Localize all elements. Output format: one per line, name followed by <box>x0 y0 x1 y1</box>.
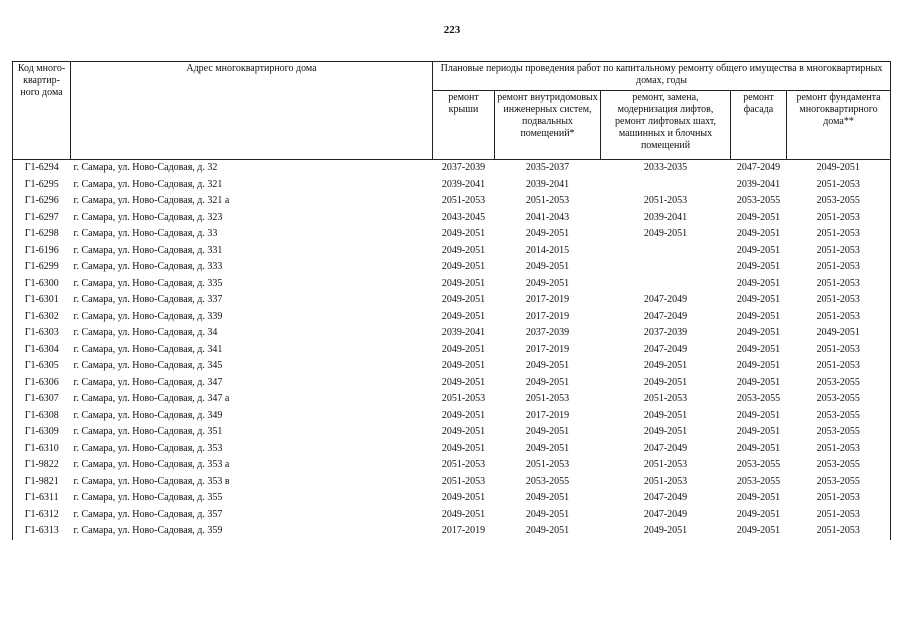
cell-facade: 2053-2055 <box>736 393 781 405</box>
table-header <box>13 62 891 160</box>
table-row <box>13 210 891 227</box>
cell-elevators: 2051-2053 <box>643 475 688 487</box>
header-roof: ремонт крыши <box>433 91 495 160</box>
table-row <box>13 457 891 474</box>
cell-elevators: 2049-2051 <box>643 525 688 537</box>
table-row <box>13 391 891 408</box>
cell-code: Г1-6299 <box>13 259 71 276</box>
cell-foundation: 2051-2053 <box>787 243 891 260</box>
cell-engineering: 2017-2019 <box>525 343 570 355</box>
cell-code: Г1-6301 <box>13 292 71 309</box>
cell-elevators <box>601 243 731 260</box>
cell-code: Г1-6300 <box>13 276 71 293</box>
cell-elevators <box>601 177 731 194</box>
table-row <box>13 375 891 392</box>
cell-roof: 2049-2051 <box>441 360 486 372</box>
cell-facade: 2039-2041 <box>736 178 781 190</box>
cell-address: г. Самара, ул. Ново-Садовая, д. 357 <box>73 508 223 520</box>
cell-code: Г1-6308 <box>13 408 71 425</box>
cell-code: Г1-9822 <box>13 457 71 474</box>
header-planned-periods: Плановые периоды проведения работ по капитальному ремонту общего имущества в многоквартирных домах, годы <box>433 62 891 91</box>
cell-facade: 2053-2055 <box>736 195 781 207</box>
cell-address: г. Самара, ул. Ново-Садовая, д. 323 <box>73 211 223 223</box>
cell-code: Г1-6302 <box>13 309 71 326</box>
header-address: Адрес многоквартирного дома <box>71 62 433 160</box>
cell-roof: 2051-2053 <box>441 459 486 471</box>
cell-roof: 2049-2051 <box>441 244 486 256</box>
cell-engineering: 2049-2051 <box>525 376 570 388</box>
cell-address: г. Самара, ул. Ново-Садовая, д. 347 <box>73 376 223 388</box>
cell-foundation: 2053-2055 <box>787 375 891 392</box>
cell-code: Г1-6307 <box>13 391 71 408</box>
cell-code: Г1-9821 <box>13 474 71 491</box>
cell-facade: 2049-2051 <box>736 376 781 388</box>
cell-address: г. Самара, ул. Ново-Садовая, д. 347 а <box>73 393 230 405</box>
cell-engineering: 2049-2051 <box>525 261 570 273</box>
cell-address: г. Самара, ул. Ново-Садовая, д. 345 <box>73 360 223 372</box>
cell-roof: 2049-2051 <box>441 376 486 388</box>
cell-elevators: 2049-2051 <box>643 426 688 438</box>
cell-foundation: 2051-2053 <box>787 276 891 293</box>
cell-engineering: 2039-2041 <box>525 178 570 190</box>
cell-address: г. Самара, ул. Ново-Садовая, д. 32 <box>73 162 218 174</box>
cell-code: Г1-6294 <box>13 160 71 177</box>
cell-facade: 2049-2051 <box>736 310 781 322</box>
cell-elevators: 2051-2053 <box>643 195 688 207</box>
cell-code: Г1-6305 <box>13 358 71 375</box>
cell-elevators: 2049-2051 <box>643 376 688 388</box>
cell-code: Г1-6298 <box>13 226 71 243</box>
cell-code: Г1-6196 <box>13 243 71 260</box>
cell-code: Г1-6311 <box>13 490 71 507</box>
cell-facade: 2049-2051 <box>736 327 781 339</box>
cell-engineering: 2049-2051 <box>525 277 570 289</box>
cell-code: Г1-6313 <box>13 523 71 540</box>
cell-engineering: 2049-2051 <box>525 228 570 240</box>
cell-roof: 2049-2051 <box>441 508 486 520</box>
cell-address: г. Самара, ул. Ново-Садовая, д. 349 <box>73 409 223 421</box>
header-code: Код много-квартир-ного дома <box>13 62 71 160</box>
table-row <box>13 193 891 210</box>
cell-engineering: 2037-2039 <box>525 327 570 339</box>
cell-foundation: 2051-2053 <box>787 523 891 540</box>
cell-address: г. Самара, ул. Ново-Садовая, д. 321 а <box>73 195 230 207</box>
cell-address: г. Самара, ул. Ново-Садовая, д. 359 <box>73 525 223 537</box>
table-row <box>13 292 891 309</box>
cell-address: г. Самара, ул. Ново-Садовая, д. 331 <box>73 244 223 256</box>
cell-foundation: 2051-2053 <box>787 259 891 276</box>
cell-roof: 2049-2051 <box>441 261 486 273</box>
cell-elevators: 2047-2049 <box>643 294 688 306</box>
cell-foundation: 2053-2055 <box>787 457 891 474</box>
cell-elevators: 2047-2049 <box>643 343 688 355</box>
cell-elevators: 2049-2051 <box>643 228 688 240</box>
cell-engineering: 2017-2019 <box>525 310 570 322</box>
table-row <box>13 243 891 260</box>
cell-roof: 2051-2053 <box>441 393 486 405</box>
cell-foundation: 2051-2053 <box>787 490 891 507</box>
header-facade: ремонт фасада <box>731 91 787 160</box>
cell-foundation: 2053-2055 <box>787 391 891 408</box>
cell-roof: 2039-2041 <box>441 178 486 190</box>
cell-foundation: 2053-2055 <box>787 193 891 210</box>
table-row <box>13 342 891 359</box>
cell-facade: 2049-2051 <box>736 244 781 256</box>
cell-elevators: 2047-2049 <box>643 508 688 520</box>
cell-facade: 2049-2051 <box>736 261 781 273</box>
cell-elevators: 2051-2053 <box>643 459 688 471</box>
page-number: 223 <box>443 24 461 36</box>
cell-facade: 2049-2051 <box>736 277 781 289</box>
cell-code: Г1-6306 <box>13 375 71 392</box>
cell-foundation: 2049-2051 <box>787 160 891 177</box>
cell-foundation: 2049-2051 <box>787 325 891 342</box>
capital-repair-table <box>12 61 891 540</box>
cell-address: г. Самара, ул. Ново-Садовая, д. 351 <box>73 426 223 438</box>
table-row <box>13 358 891 375</box>
cell-foundation: 2051-2053 <box>787 358 891 375</box>
cell-address: г. Самара, ул. Ново-Садовая, д. 353 а <box>73 459 230 471</box>
cell-foundation: 2051-2053 <box>787 226 891 243</box>
cell-code: Г1-6309 <box>13 424 71 441</box>
cell-elevators: 2037-2039 <box>643 327 688 339</box>
cell-foundation: 2053-2055 <box>787 424 891 441</box>
cell-engineering: 2017-2019 <box>525 294 570 306</box>
table-row <box>13 441 891 458</box>
cell-elevators: 2049-2051 <box>643 409 688 421</box>
header-elevators: ремонт, замена, модернизация лифтов, ремонт лифтовых шахт, машинных и блочных помещений <box>601 91 731 160</box>
cell-facade: 2049-2051 <box>736 360 781 372</box>
cell-engineering: 2051-2053 <box>525 459 570 471</box>
cell-facade: 2049-2051 <box>736 442 781 454</box>
cell-foundation: 2051-2053 <box>787 177 891 194</box>
cell-facade: 2053-2055 <box>736 459 781 471</box>
cell-address: г. Самара, ул. Ново-Садовая, д. 353 <box>73 442 223 454</box>
table-row <box>13 523 891 540</box>
cell-engineering: 2049-2051 <box>525 426 570 438</box>
cell-roof: 2049-2051 <box>441 442 486 454</box>
cell-roof: 2049-2051 <box>441 310 486 322</box>
cell-roof: 2039-2041 <box>441 327 486 339</box>
table-row <box>13 507 891 524</box>
cell-elevators <box>601 276 731 293</box>
cell-elevators: 2051-2053 <box>643 393 688 405</box>
cell-foundation: 2051-2053 <box>787 210 891 227</box>
table-row <box>13 177 891 194</box>
cell-facade: 2049-2051 <box>736 426 781 438</box>
table-row <box>13 276 891 293</box>
cell-engineering: 2049-2051 <box>525 492 570 504</box>
cell-foundation: 2053-2055 <box>787 408 891 425</box>
cell-foundation: 2051-2053 <box>787 507 891 524</box>
table-row <box>13 259 891 276</box>
cell-address: г. Самара, ул. Ново-Садовая, д. 33 <box>73 228 218 240</box>
cell-foundation: 2051-2053 <box>787 441 891 458</box>
cell-roof: 2049-2051 <box>441 492 486 504</box>
cell-address: г. Самара, ул. Ново-Садовая, д. 321 <box>73 178 223 190</box>
cell-elevators: 2047-2049 <box>643 310 688 322</box>
cell-roof: 2017-2019 <box>441 525 486 537</box>
cell-facade: 2049-2051 <box>736 525 781 537</box>
cell-facade: 2049-2051 <box>736 228 781 240</box>
cell-engineering: 2035-2037 <box>525 162 570 174</box>
cell-roof: 2049-2051 <box>441 426 486 438</box>
cell-address: г. Самара, ул. Ново-Садовая, д. 34 <box>73 327 218 339</box>
header-row-top <box>13 62 891 91</box>
cell-elevators <box>601 259 731 276</box>
cell-elevators: 2047-2049 <box>643 492 688 504</box>
cell-foundation: 2051-2053 <box>787 309 891 326</box>
cell-elevators: 2049-2051 <box>643 360 688 372</box>
table-body <box>13 160 891 540</box>
cell-facade: 2047-2049 <box>736 162 781 174</box>
cell-facade: 2053-2055 <box>736 475 781 487</box>
table-row <box>13 424 891 441</box>
table-row <box>13 474 891 491</box>
cell-address: г. Самара, ул. Ново-Садовая, д. 355 <box>73 492 223 504</box>
cell-code: Г1-6312 <box>13 507 71 524</box>
cell-foundation: 2051-2053 <box>787 342 891 359</box>
cell-address: г. Самара, ул. Ново-Садовая, д. 337 <box>73 294 223 306</box>
cell-address: г. Самара, ул. Ново-Садовая, д. 341 <box>73 343 223 355</box>
table-row <box>13 325 891 342</box>
table-row <box>13 408 891 425</box>
cell-facade: 2049-2051 <box>736 409 781 421</box>
cell-roof: 2043-2045 <box>441 211 486 223</box>
cell-code: Г1-6310 <box>13 441 71 458</box>
cell-foundation: 2053-2055 <box>787 474 891 491</box>
cell-engineering: 2053-2055 <box>525 475 570 487</box>
cell-engineering: 2017-2019 <box>525 409 570 421</box>
cell-foundation: 2051-2053 <box>787 292 891 309</box>
cell-roof: 2049-2051 <box>441 294 486 306</box>
cell-facade: 2049-2051 <box>736 343 781 355</box>
table-row <box>13 490 891 507</box>
cell-address: г. Самара, ул. Ново-Садовая, д. 335 <box>73 277 223 289</box>
cell-address: г. Самара, ул. Ново-Садовая, д. 333 <box>73 261 223 273</box>
cell-facade: 2049-2051 <box>736 211 781 223</box>
cell-roof: 2049-2051 <box>441 343 486 355</box>
cell-engineering: 2049-2051 <box>525 508 570 520</box>
cell-engineering: 2049-2051 <box>525 360 570 372</box>
cell-roof: 2037-2039 <box>441 162 486 174</box>
cell-roof: 2049-2051 <box>441 409 486 421</box>
cell-facade: 2049-2051 <box>736 508 781 520</box>
cell-engineering: 2049-2051 <box>525 442 570 454</box>
cell-roof: 2049-2051 <box>441 228 486 240</box>
cell-code: Г1-6304 <box>13 342 71 359</box>
table-row <box>13 309 891 326</box>
cell-address: г. Самара, ул. Ново-Садовая, д. 353 в <box>73 475 230 487</box>
cell-elevators: 2047-2049 <box>643 442 688 454</box>
cell-engineering: 2041-2043 <box>525 211 570 223</box>
cell-code: Г1-6303 <box>13 325 71 342</box>
cell-engineering: 2014-2015 <box>525 244 570 256</box>
table-row <box>13 226 891 243</box>
cell-engineering: 2051-2053 <box>525 393 570 405</box>
cell-roof: 2049-2051 <box>441 277 486 289</box>
table-row <box>13 160 891 177</box>
cell-address: г. Самара, ул. Ново-Садовая, д. 339 <box>73 310 223 322</box>
cell-facade: 2049-2051 <box>736 492 781 504</box>
cell-elevators: 2039-2041 <box>643 211 688 223</box>
cell-roof: 2051-2053 <box>441 195 486 207</box>
cell-code: Г1-6296 <box>13 193 71 210</box>
header-foundation: ремонт фундамента многоквартирного дома** <box>787 91 891 160</box>
cell-facade: 2049-2051 <box>736 294 781 306</box>
cell-engineering: 2051-2053 <box>525 195 570 207</box>
cell-elevators: 2033-2035 <box>643 162 688 174</box>
cell-code: Г1-6295 <box>13 177 71 194</box>
cell-roof: 2051-2053 <box>441 475 486 487</box>
header-engineering: ремонт внутридомовых инженерных систем, подвальных помещений* <box>495 91 601 160</box>
cell-code: Г1-6297 <box>13 210 71 227</box>
cell-engineering: 2049-2051 <box>525 525 570 537</box>
